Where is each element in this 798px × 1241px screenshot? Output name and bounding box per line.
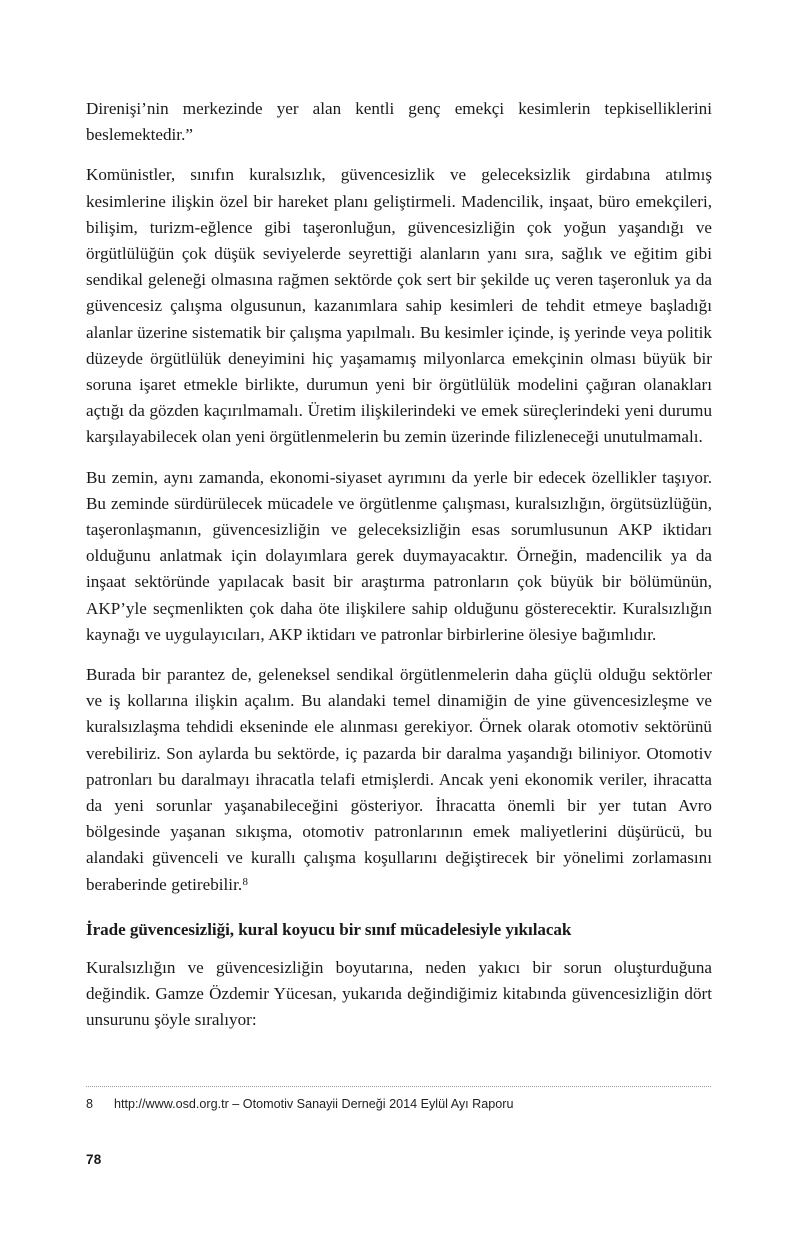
- body-paragraph-5: Kuralsızlığın ve güvencesizliğin boyutarına, neden yakıcı bir sorun oluşturduğuna değindik. Gamze Özdemir Yücesan, yukarıda değindiğimiz kitabında güvencesizliğin dört unsurunu şöyle sıralıyor:: [86, 957, 712, 1030]
- body-paragraph-2: Komünistler, sınıfın kuralsızlık, güvencesizlik ve geleceksizlik girdabına atılmış kesimlerine ilişkin özel bir hareket planı geliştirmeli. Madencilik, inşaat, büro emekçileri, bilişim, turizm-eğlence gibi taşeronluğun, güvencesizliğin çok yoğun yaşandığı ve örgütlülüğün çok düşük seviyelerde seyrettiği alanların yanı sıra, sağlık ve eğitim gibi sendikal geleneği olmasına rağmen sektörde çok sert bir şekilde uç veren taşeronluk ya da güvencesiz çalışma olgusunun, kazanımlara sahip kesimleri de tehdit etmeye başladığı alanlar üzerine sistematik bir çalışma yapılmalı. Bu kesimler içinde, iş yerinde veya politik düzeyde örgütlülük deneyimini hiç yaşamamış milyonlarca emekçinin olması büyük bir soruna işaret etmekle birlikte, durumun yeni bir örgütlülük modelini çağıran olanakları açtığı da gözden kaçırılmamalı. Üretim ilişkilerindeki ve emek süreçlerindeki yeni durumu karşılayabilecek olan yeni örgütlenmelerin bu zemin üzerinde filizleneceği unutulmamalı.: [86, 165, 712, 447]
- page-number: 78: [86, 1152, 102, 1167]
- footnote-area: [86, 1086, 712, 1113]
- body-paragraph-3: Bu zemin, aynı zamanda, ekonomi-siyaset ayrımını da yerle bir edecek özellikler taşıyor. Bu zeminde sürdürülecek mücadele ve örgütlenme çalışması, kuralsızlığın, örgütsüzlüğün, taşeronlaşmanın, güvencesizliğin ve geleceksizliğin esas sorumlusunun AKP iktidarı olduğunu anlatmak için dolayımlara gerek duymayacaktır. Örneğin, madencilik ya da inşaat sektöründe yapılacak basit bir araştırma patronların çok büyük bir bölümünün, AKP’yle seçmenlikten çok daha öte ilişkilere sahip olduğunu gösterecektir. Kuralsızlığın kaynağı ve uygulayıcıları, AKP iktidarı ve patronlar birbirlerine ölesiye bağımlıdır.: [86, 467, 712, 644]
- footnote-item: [86, 1096, 712, 1113]
- footnote-text: http://www.osd.org.tr – Otomotiv Sanayii Derneği 2014 Eylül Ayı Raporu: [114, 1097, 514, 1111]
- footnote-separator-rule: [86, 1086, 712, 1087]
- main-text-column: [86, 96, 712, 1034]
- body-paragraph-4: [86, 662, 712, 898]
- section-heading: İrade güvencesizliği, kural koyucu bir sınıf mücadelesiyle yıkılacak: [86, 919, 572, 939]
- body-paragraph-1: Direnişi’nin merkezinde yer alan kentli genç emekçi kesimlerin tepkiselliklerini beslemektedir.”: [86, 99, 712, 145]
- body-paragraph-4-text: Burada bir parantez de, geleneksel sendikal örgütlenmelerin daha güçlü olduğu sektörler ve iş kollarına ilişkin açalım. Bu alandaki temel dinamiğin de yine güvencesizleşme ve kuralsızlaşma tehdidi ekseninde ele alınması gerekiyor. Örnek olarak otomotiv sektörünü verebiliriz. Son aylarda bu sektörde, iç pazarda bir daralma yaşandığı biliniyor. Otomotiv patronları bu daralmayı ihracatla telafi etmişlerdi. Ancak yeni ekonomik veriler, ihracatta da yeni sorunlar yaşanabileceğini gösteriyor. İhracatta önemli bir yer tutan Avro bölgesinde yaşanan sıkışma, otomotiv patronlarının emek maliyetlerini düşürücü, bu alandaki güvenceli ve kurallı çalışma koşullarını değiştirecek bir yönelimi zorlamasını beraberinde getirebilir.: [86, 665, 712, 894]
- footnote-reference-marker[interactable]: 8: [242, 875, 249, 888]
- footnote-number: 8: [86, 1097, 94, 1111]
